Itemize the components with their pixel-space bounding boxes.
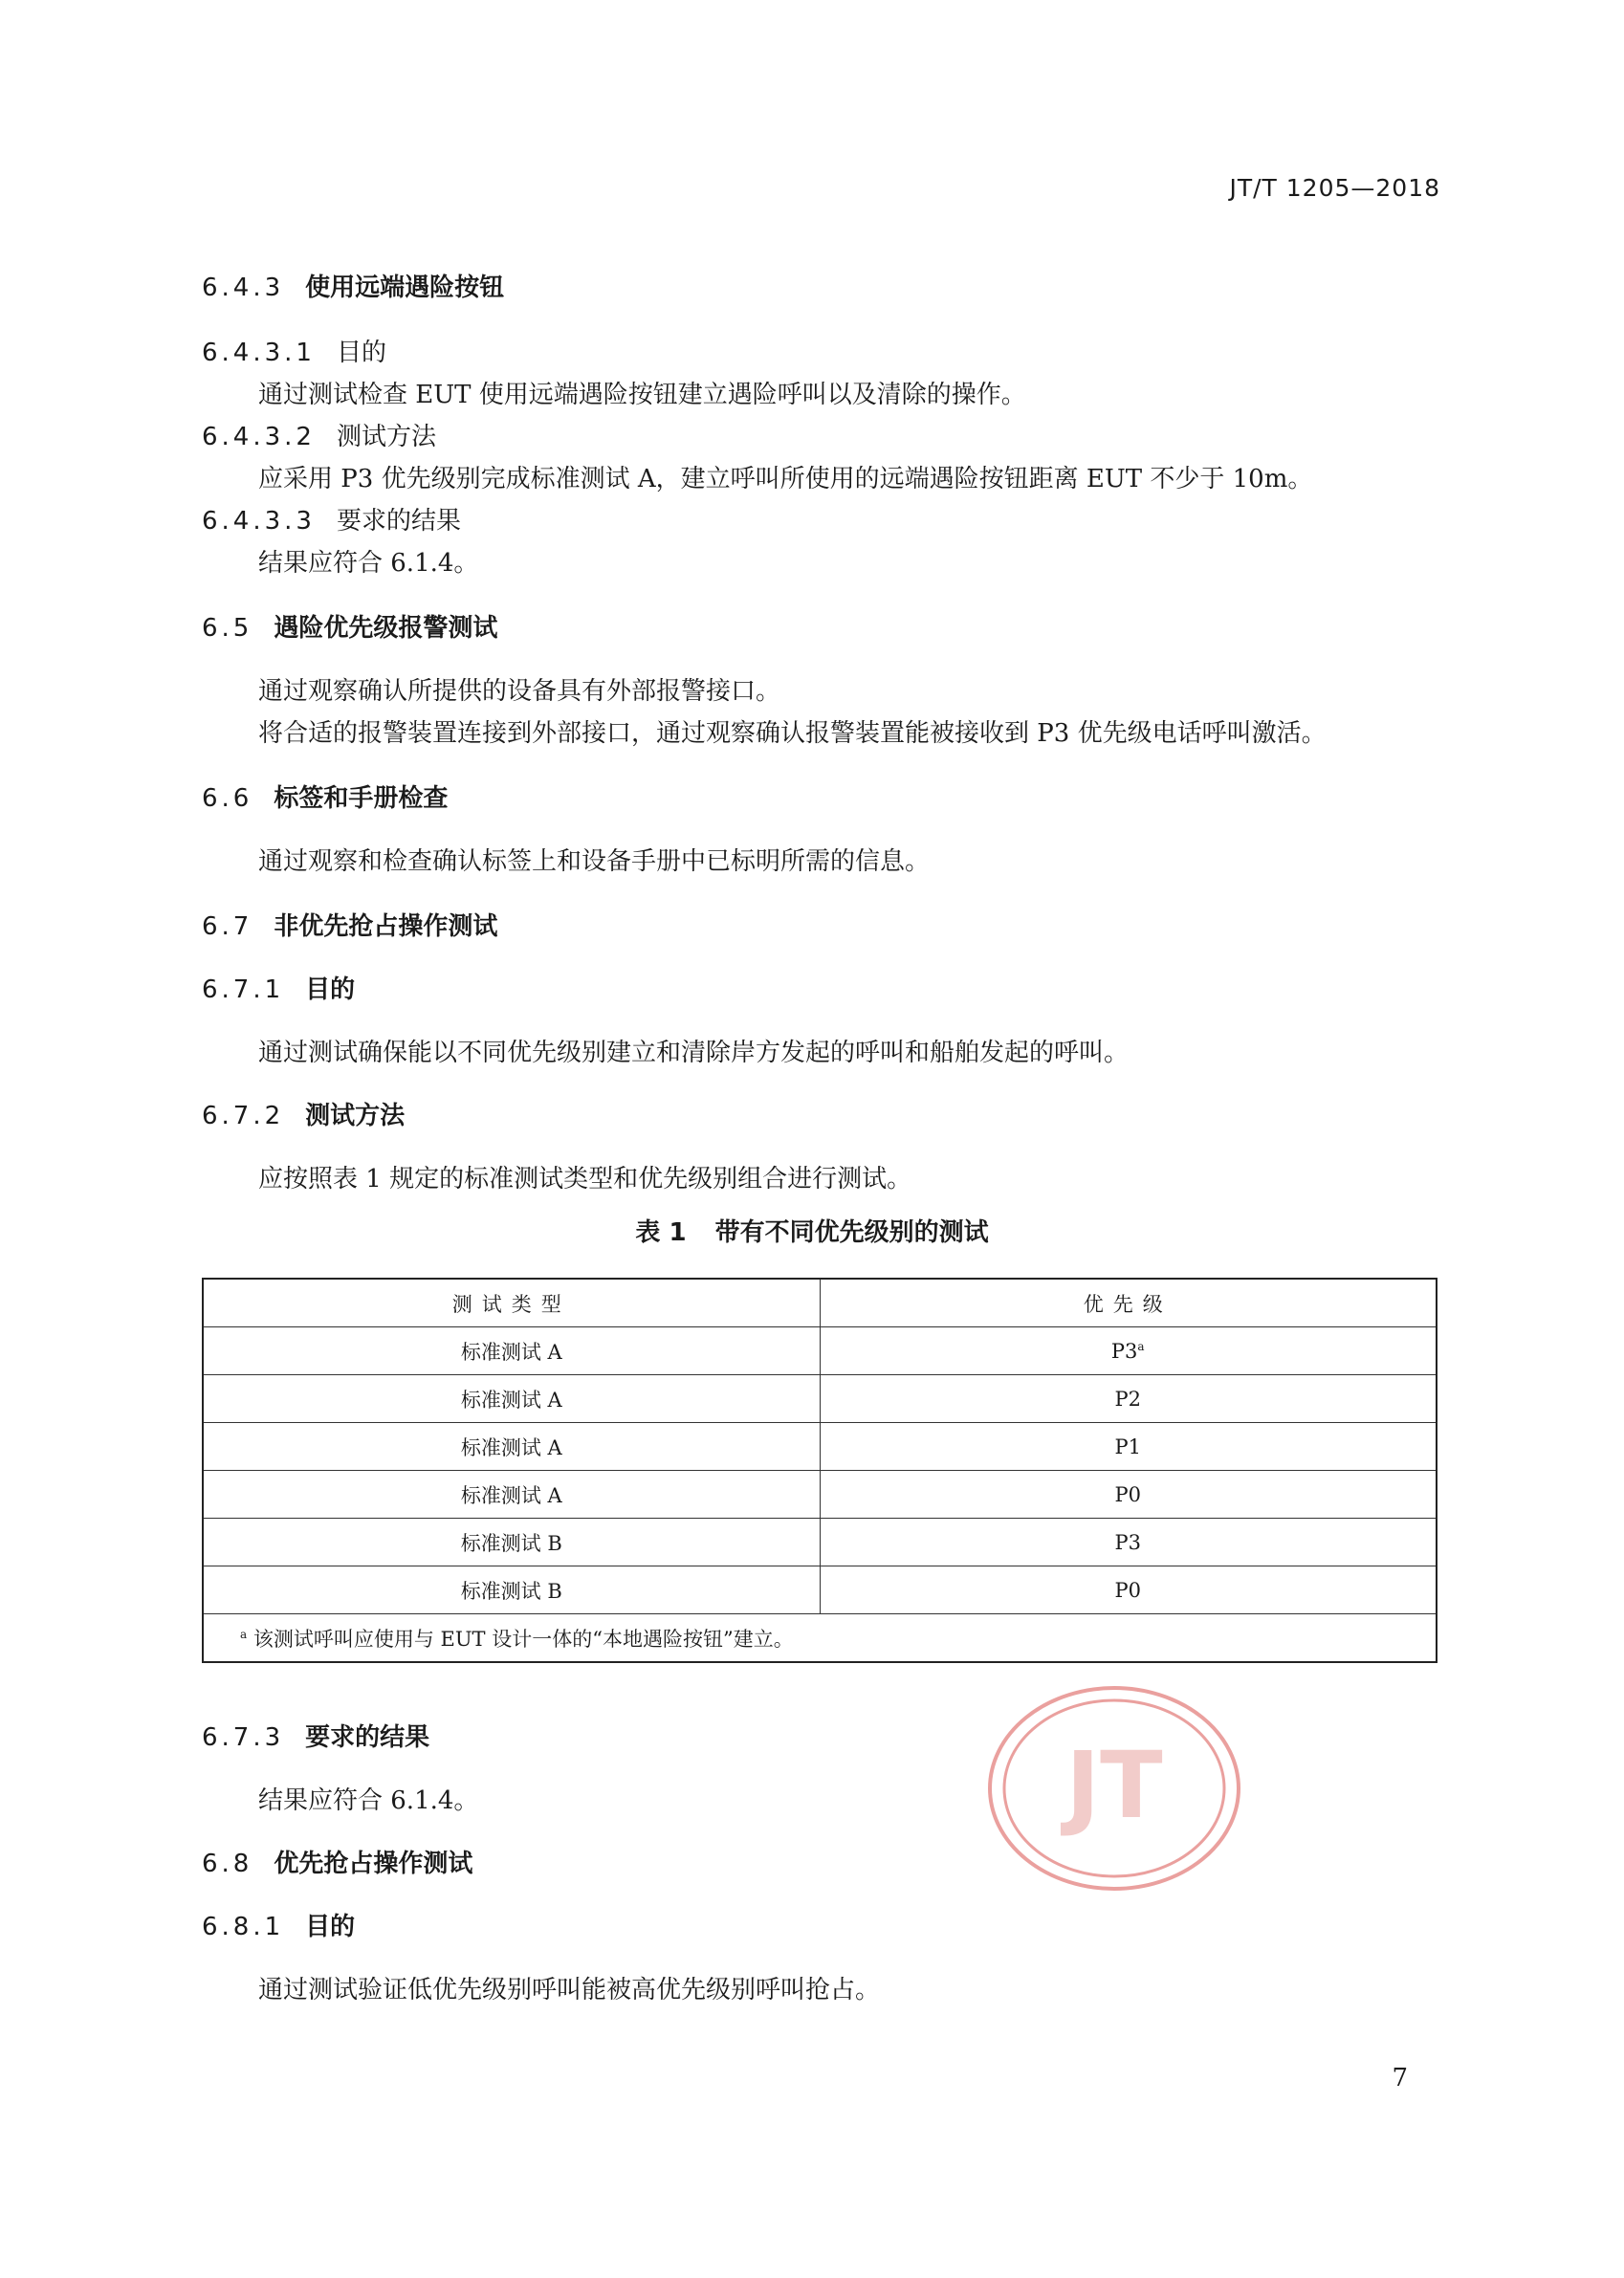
table-title (0, 1213, 1624, 1248)
table-row (203, 1566, 1437, 1614)
footnote-mark: a (1137, 1339, 1145, 1353)
footnote-mark: a (240, 1627, 248, 1641)
paragraph-6-8-1: 通过测试验证低优先级别呼叫能被高优先级别呼叫抢占。 (258, 1976, 881, 2004)
table-row (203, 1519, 1437, 1566)
table-row (203, 1423, 1437, 1471)
table-footnote (203, 1614, 1437, 1663)
heading-6-4-3-3 (202, 501, 461, 537)
jt-watermark-stamp (985, 1683, 1243, 1894)
paragraph-6-4-3-3: 结果应符合 6.1.4。 (258, 549, 479, 578)
cell-test-type: 标准测试 A (203, 1375, 820, 1423)
stamp-text: JT (1065, 1732, 1163, 1839)
cell-test-type: 标准测试 B (203, 1519, 820, 1566)
heading-6-8 (202, 1844, 472, 1879)
paragraph-6-4-3-2: 应采用 P3 优先级别完成标准测试 A，建立呼叫所使用的远端遇险按钮距离 EUT 不少于 10m。 (258, 465, 1313, 493)
header-test-type: 测试类型 (203, 1279, 820, 1327)
heading-6-7-1 (202, 970, 355, 1005)
paragraph-6-7-3: 结果应符合 6.1.4。 (258, 1786, 479, 1815)
table-header-row (203, 1279, 1437, 1327)
cell-test-type: 标准测试 A (203, 1327, 820, 1375)
table-row (203, 1375, 1437, 1423)
section-title: 要求的结果 (305, 1723, 430, 1752)
section-title: 使用远端遇险按钮 (305, 274, 505, 302)
section-number: 6.4.3.2 (202, 423, 316, 451)
section-title: 要求的结果 (336, 507, 461, 536)
heading-6-8-1 (202, 1907, 355, 1942)
section-title: 测试方法 (305, 1102, 406, 1130)
paragraph-6-7-1: 通过测试确保能以不同优先级别建立和清除岸方发起的呼叫和船舶发起的呼叫。 (258, 1039, 1130, 1067)
heading-6-6 (202, 778, 448, 814)
page-number: 7 (1392, 2064, 1408, 2092)
cell-priority (820, 1327, 1437, 1375)
heading-6-5 (202, 608, 497, 644)
table-number: 表 1 (635, 1218, 687, 1247)
section-number: 6.4.3 (202, 274, 285, 302)
section-number: 6.4.3.3 (202, 507, 316, 536)
section-title: 目的 (305, 1913, 356, 1941)
section-title: 非优先抢占操作测试 (274, 912, 498, 941)
cell-priority: P2 (820, 1375, 1437, 1423)
paragraph-6-5-a: 通过观察确认所提供的设备具有外部报警接口。 (258, 677, 781, 706)
paragraph-6-5-b: 将合适的报警装置连接到外部接口，通过观察确认报警装置能被接收到 P3 优先级电话呼叫激活。 (258, 719, 1327, 748)
section-title: 测试方法 (336, 423, 436, 451)
priority-value: P3 (1110, 1339, 1138, 1363)
table-row (203, 1327, 1437, 1375)
priority-test-table (202, 1278, 1437, 1663)
section-number: 6.7 (202, 912, 253, 941)
cell-priority: P3 (820, 1519, 1437, 1566)
heading-6-4-3 (202, 268, 504, 303)
section-number: 6.5 (202, 614, 253, 643)
section-number: 6.6 (202, 784, 253, 813)
heading-6-4-3-2 (202, 417, 436, 452)
cell-test-type: 标准测试 B (203, 1566, 820, 1614)
paragraph-6-7-2: 应按照表 1 规定的标准测试类型和优先级别组合进行测试。 (258, 1165, 912, 1194)
section-title: 目的 (305, 975, 356, 1004)
footnote-text: 该测试呼叫应使用与 EUT 设计一体的“本地遇险按钮”建立。 (252, 1627, 794, 1651)
cell-test-type: 标准测试 A (203, 1471, 820, 1519)
cell-priority: P0 (820, 1566, 1437, 1614)
section-number: 6.7.2 (202, 1102, 285, 1130)
section-title: 遇险优先级报警测试 (274, 614, 498, 643)
section-title: 目的 (336, 339, 386, 367)
cell-priority: P1 (820, 1423, 1437, 1471)
cell-test-type: 标准测试 A (203, 1423, 820, 1471)
heading-6-7 (202, 907, 497, 942)
paragraph-6-4-3-1: 通过测试检查 EUT 使用远端遇险按钮建立遇险呼叫以及清除的操作。 (258, 381, 1026, 409)
heading-6-7-2 (202, 1096, 405, 1131)
table-row (203, 1471, 1437, 1519)
table-footnote-row (203, 1614, 1437, 1663)
heading-6-7-3 (202, 1718, 429, 1753)
section-number: 6.4.3.1 (202, 339, 316, 367)
section-title: 标签和手册检查 (274, 784, 449, 813)
section-number: 6.8.1 (202, 1913, 285, 1941)
section-number: 6.7.1 (202, 975, 285, 1004)
header-priority: 优先级 (820, 1279, 1437, 1327)
section-title: 优先抢占操作测试 (274, 1850, 473, 1878)
section-number: 6.7.3 (202, 1723, 285, 1752)
standard-code: JT/T 1205—2018 (1229, 174, 1440, 202)
heading-6-4-3-1 (202, 333, 386, 368)
cell-priority: P0 (820, 1471, 1437, 1519)
table-caption: 带有不同优先级别的测试 (714, 1218, 989, 1247)
section-number: 6.8 (202, 1850, 253, 1878)
paragraph-6-6: 通过观察和检查确认标签上和设备手册中已标明所需的信息。 (258, 847, 931, 876)
